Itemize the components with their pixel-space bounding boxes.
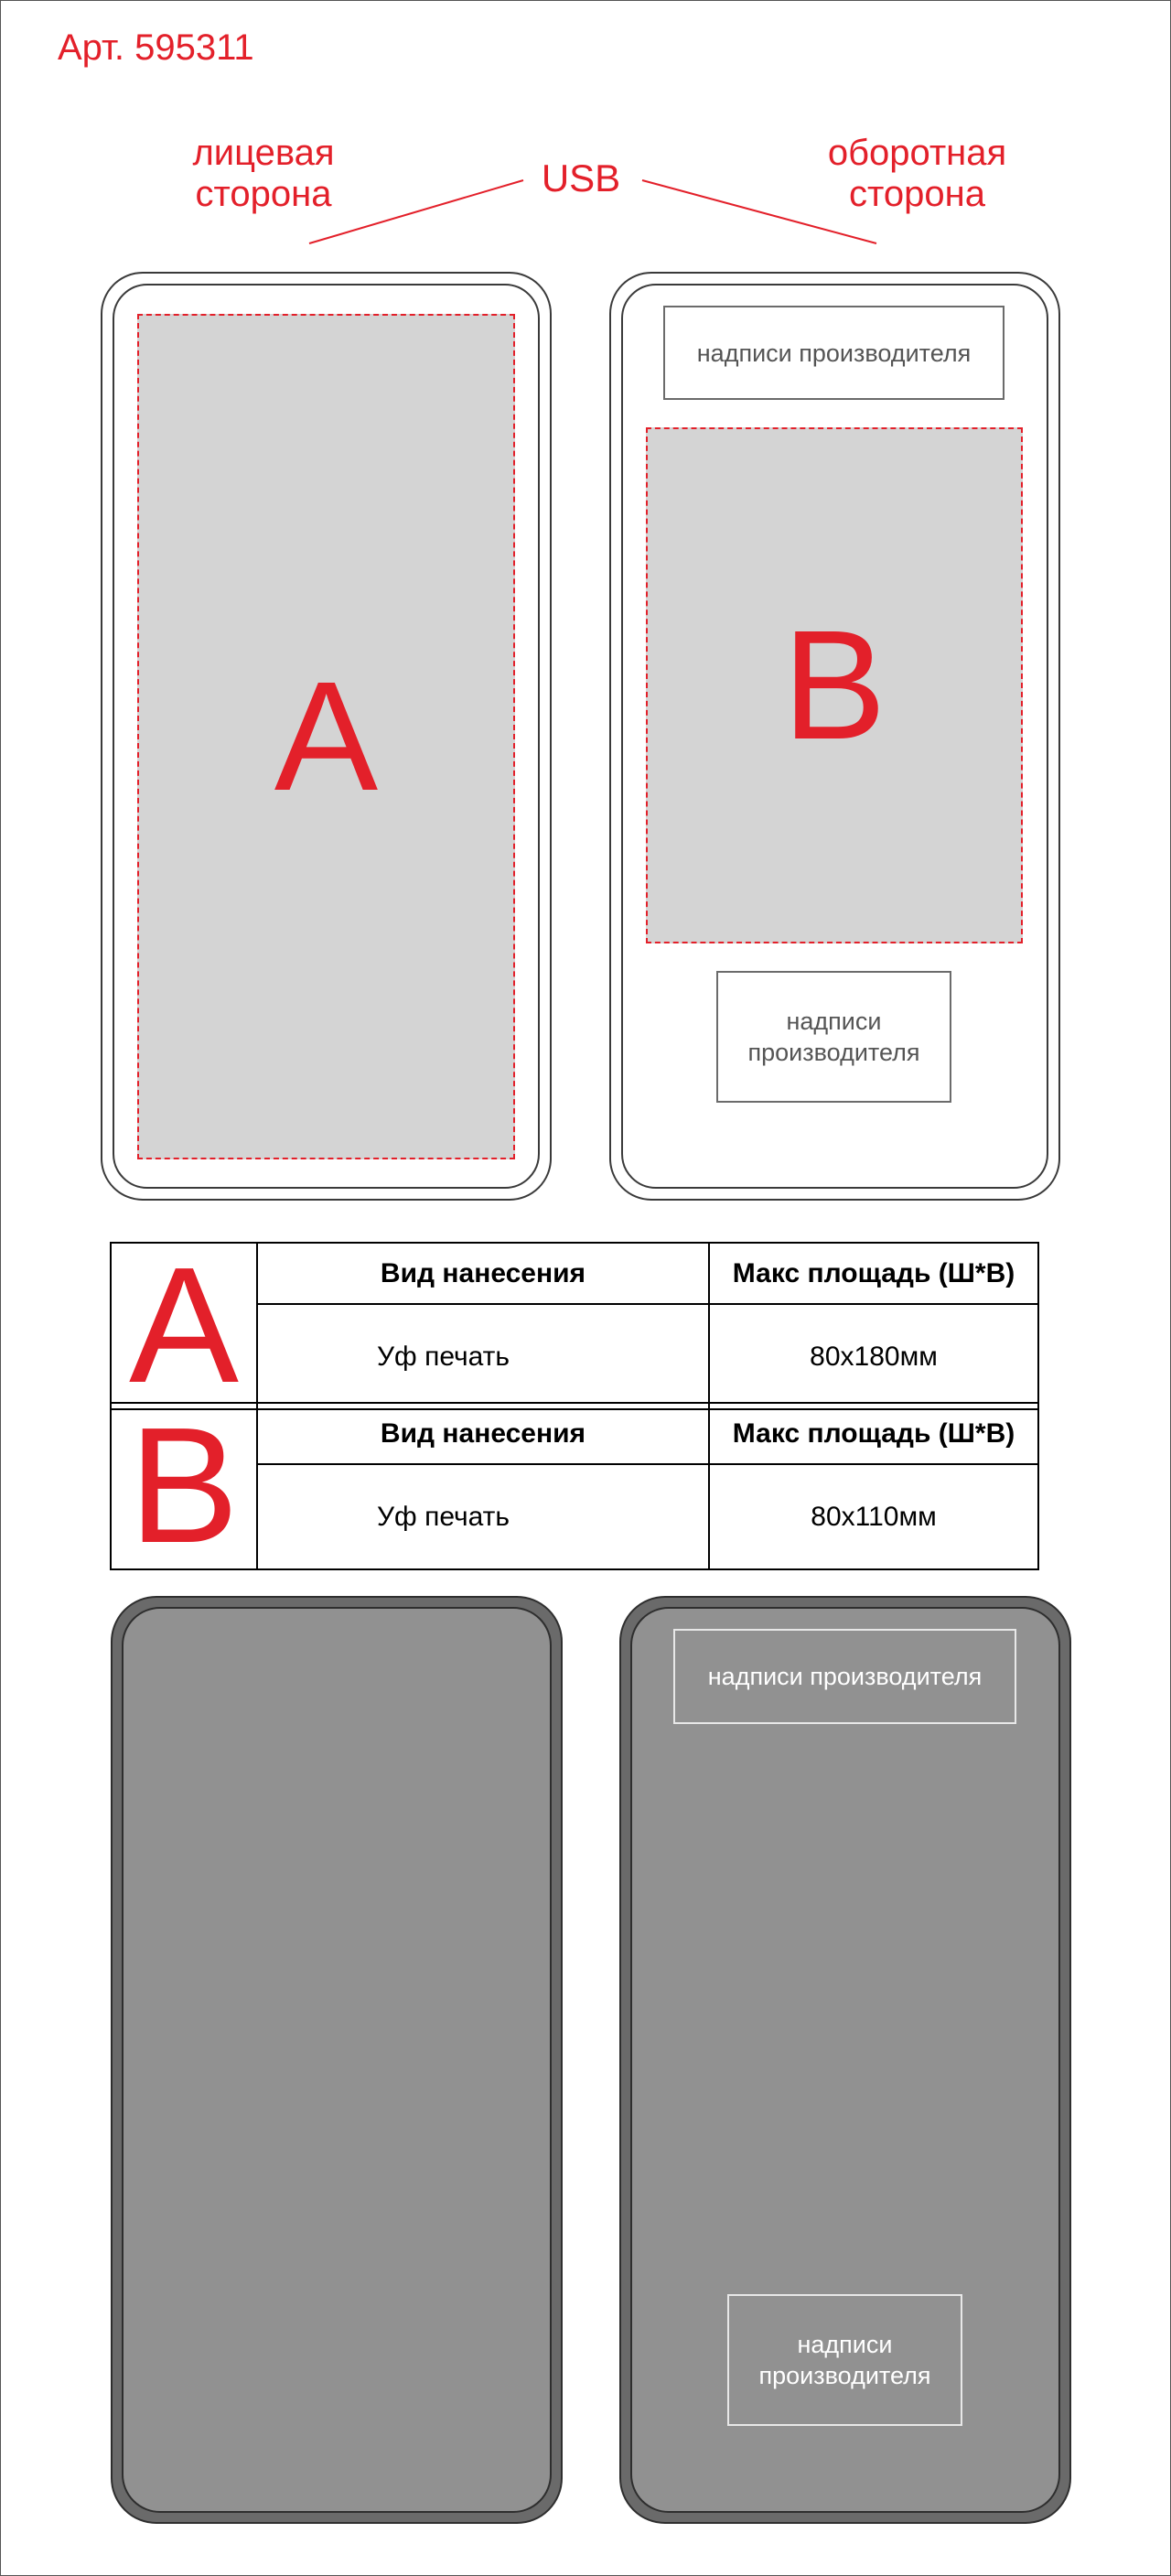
usb-label: USB: [541, 156, 621, 199]
spec-b-method-header: Вид нанесения: [257, 1403, 709, 1464]
back-side-label-line2: сторона: [849, 174, 985, 214]
manufacturer-label-bottom: [716, 971, 951, 1103]
front-side-label-line2: сторона: [195, 174, 332, 214]
spec-a-method-value: Уф печать: [257, 1304, 709, 1409]
usb-pointer-left: [309, 180, 523, 243]
print-area-b: [646, 427, 1023, 943]
spec-b-area-header: Макс площадь (Ш*В): [709, 1403, 1038, 1464]
render-manufacturer-label-bottom-line1: надписи: [797, 2331, 893, 2358]
manufacturer-label-bottom-line1: надписи: [786, 1008, 882, 1035]
front-device-render-screen: [122, 1607, 552, 2513]
spec-b-method-value: Уф печать: [257, 1464, 709, 1569]
spec-b-letter: B: [111, 1403, 257, 1569]
article-number: Арт. 595311: [58, 27, 254, 68]
render-manufacturer-label-top: надписи производителя: [673, 1629, 1016, 1724]
manufacturer-label-bottom-line2: производителя: [747, 1039, 920, 1066]
render-manufacturer-label-bottom: [727, 2294, 962, 2426]
usb-pointer-right: [642, 180, 876, 243]
front-device-render: [111, 1596, 563, 2524]
back-side-label-line1: оборотная: [827, 133, 1007, 173]
usb-pointer-lines: [0, 0, 1171, 275]
spec-a-letter: A: [111, 1243, 257, 1409]
front-side-label-line1: лицевая: [192, 133, 335, 173]
print-area-b-letter: B: [782, 598, 886, 772]
render-manufacturer-label-bottom-line2: производителя: [758, 2362, 931, 2389]
print-area-a-letter: A: [274, 650, 379, 824]
spec-table-a: [110, 1234, 1039, 1417]
spec-a-area-value: 80x180мм: [709, 1304, 1038, 1409]
spec-a-area-header: Макс площадь (Ш*В): [709, 1243, 1038, 1304]
spec-table-b: [110, 1394, 1039, 1578]
spec-a-method-header: Вид нанесения: [257, 1243, 709, 1304]
print-area-a: [137, 314, 515, 1159]
manufacturer-label-top: надписи производителя: [663, 306, 1004, 400]
spec-b-area-value: 80x110мм: [709, 1464, 1038, 1569]
